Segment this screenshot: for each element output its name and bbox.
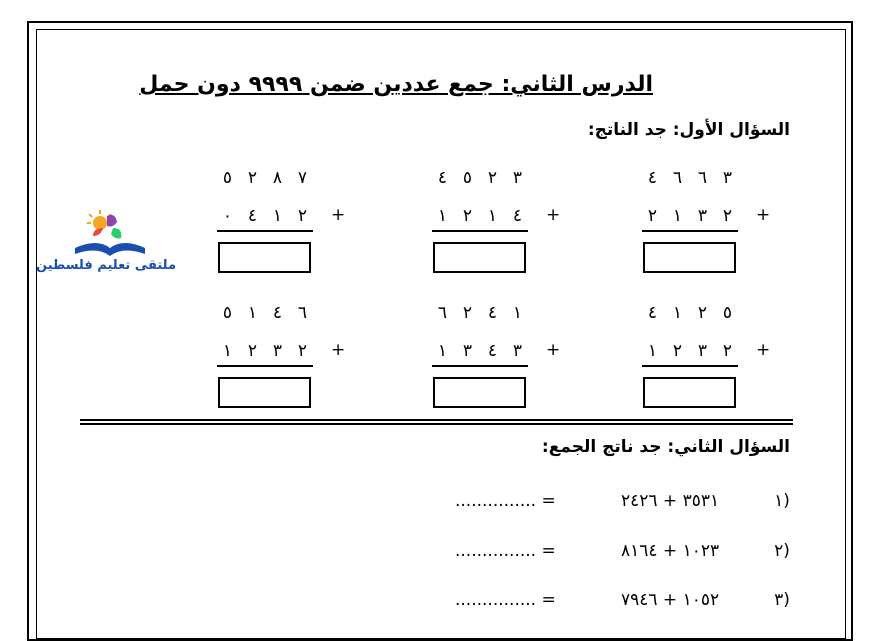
digit: ٣: [697, 341, 708, 361]
digit: ٤: [437, 168, 448, 188]
answer-blank[interactable]: ............... =: [455, 590, 556, 610]
lesson-title: الدرس الثاني: جمع عددين ضمن ٩٩٩٩ دون حمل: [139, 72, 653, 97]
digit: ٦: [437, 303, 448, 323]
digit: ٤: [272, 303, 283, 323]
digit: ١: [512, 303, 523, 323]
digit: ٢: [462, 206, 473, 226]
digit: ٢: [462, 303, 473, 323]
addend-top: [640, 303, 740, 323]
digit: ٣: [462, 341, 473, 361]
digit: ١: [222, 341, 233, 361]
answer-box[interactable]: [643, 377, 736, 408]
digit: ١: [437, 341, 448, 361]
item-expression: ١٠٥٢ + ٧٩٤٦: [621, 590, 720, 610]
digit: ٢: [487, 168, 498, 188]
plus-sign: +: [756, 340, 771, 360]
plus-sign: +: [756, 205, 771, 225]
answer-blank[interactable]: ............... =: [455, 491, 556, 511]
digit: ١: [487, 206, 498, 226]
digit: ٢: [697, 303, 708, 323]
digit: ٦: [297, 303, 308, 323]
answer-box[interactable]: [433, 377, 526, 408]
sum-line: [642, 230, 738, 232]
item-number: ٢): [774, 541, 790, 561]
digit: ٣: [272, 341, 283, 361]
digit: ٢: [722, 206, 733, 226]
plus-sign: +: [331, 340, 346, 360]
plus-sign: +: [331, 205, 346, 225]
digit: ٨: [272, 168, 283, 188]
digit: ٤: [647, 303, 658, 323]
addend-top: [430, 168, 530, 188]
digit: ٠: [222, 206, 233, 226]
item-number: ٣): [774, 590, 790, 610]
digit: ٥: [222, 168, 233, 188]
digit: ٣: [722, 168, 733, 188]
plus-sign: +: [546, 340, 561, 360]
answer-box[interactable]: [643, 242, 736, 273]
addend-top: [640, 168, 740, 188]
addend-bottom: [430, 341, 530, 361]
digit: ٤: [487, 341, 498, 361]
question-1-label: السؤال الأول: جد الناتج:: [587, 120, 790, 140]
logo-text: ملتقى تعليم فلسطين: [36, 258, 176, 273]
addend-top: [215, 168, 315, 188]
digit: ٢: [297, 341, 308, 361]
answer-box[interactable]: [218, 242, 311, 273]
digit: ٢: [247, 341, 258, 361]
digit: ٤: [487, 303, 498, 323]
section-divider: [80, 419, 793, 425]
digit: ١: [672, 206, 683, 226]
digit: ٧: [297, 168, 308, 188]
digit: ٣: [697, 206, 708, 226]
sum-line: [217, 365, 313, 367]
sum-line: [432, 365, 528, 367]
digit: ١: [437, 206, 448, 226]
digit: ٤: [247, 206, 258, 226]
addend-top: [215, 303, 315, 323]
item-number: ١): [774, 491, 790, 511]
digit: ١: [647, 341, 658, 361]
addend-bottom: [430, 206, 530, 226]
answer-box[interactable]: [218, 377, 311, 408]
digit: ٦: [672, 168, 683, 188]
digit: ٥: [722, 303, 733, 323]
digit: ٤: [647, 168, 658, 188]
digit: ٥: [222, 303, 233, 323]
digit: ٢: [297, 206, 308, 226]
digit: ٦: [697, 168, 708, 188]
addend-bottom: [640, 206, 740, 226]
digit: ١: [672, 303, 683, 323]
digit: ١: [272, 206, 283, 226]
book-icon: [75, 243, 145, 256]
digit: ٥: [462, 168, 473, 188]
sum-line: [432, 230, 528, 232]
answer-blank[interactable]: ............... =: [455, 541, 556, 561]
addend-bottom: [215, 206, 315, 226]
digit: ٢: [722, 341, 733, 361]
plus-sign: +: [546, 205, 561, 225]
addend-top: [430, 303, 530, 323]
digit: ٤: [512, 206, 523, 226]
addend-bottom: [640, 341, 740, 361]
sum-line: [642, 365, 738, 367]
digit: ١: [247, 303, 258, 323]
digit: ٢: [247, 168, 258, 188]
answer-box[interactable]: [433, 242, 526, 273]
item-expression: ٣٥٣١ + ٢٤٢٦: [621, 491, 720, 511]
digit: ٣: [512, 341, 523, 361]
item-expression: ١٠٢٣ + ٨١٦٤: [621, 541, 720, 561]
question-2-label: السؤال الثاني: جد ناتج الجمع:: [541, 437, 790, 457]
digit: ٣: [512, 168, 523, 188]
sum-line: [217, 230, 313, 232]
digit: ٢: [647, 206, 658, 226]
digit: ٢: [672, 341, 683, 361]
addend-bottom: [215, 341, 315, 361]
